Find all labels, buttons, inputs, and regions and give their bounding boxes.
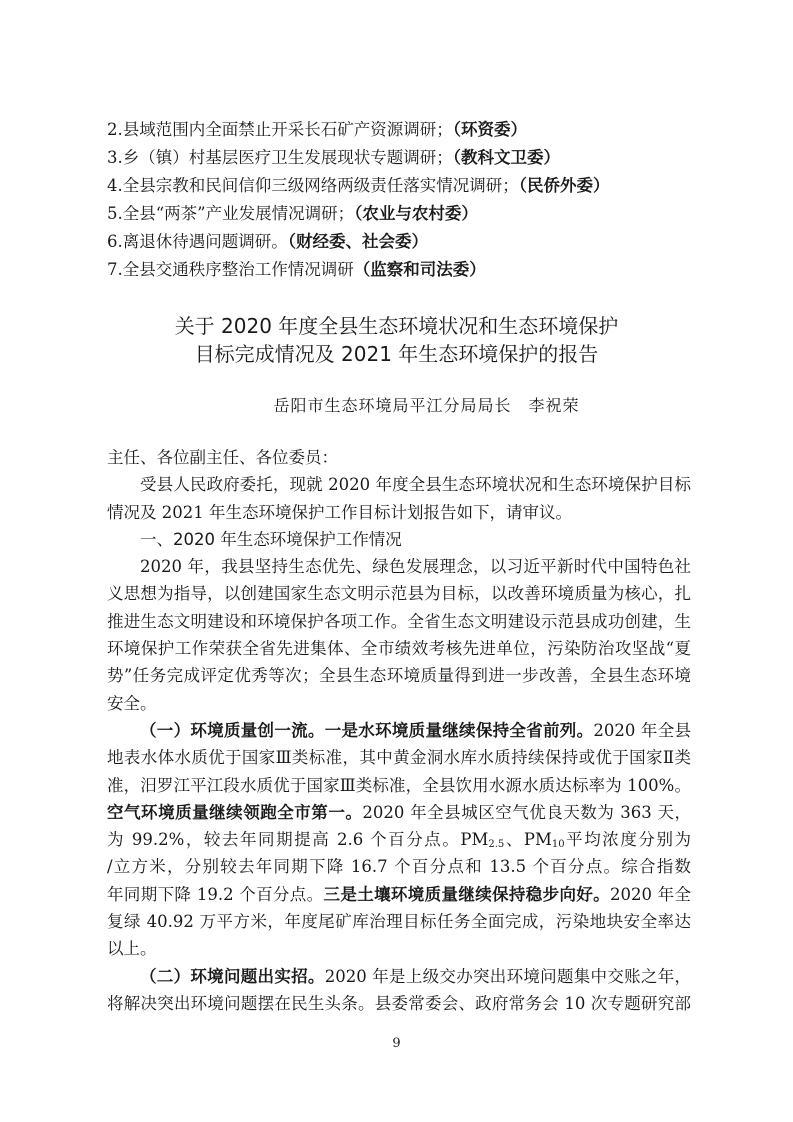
text: 2020 年全 [610,884,691,904]
subscript-text: 2.5 [488,839,505,851]
text: 4.全县宗教和民间信仰三级网络两级责任落实情况调研； [107,176,519,195]
text: 3.乡（镇）村基层医疗卫生发展现状专题调研； [107,148,453,167]
text: 准，汨罗江平江段水质优于国家Ⅲ类标准，全县饮用水源水质达标率为 100%。 [107,775,691,795]
list-item [107,256,691,284]
text: 复绿 40.92 万平方米，年度尾矿库治理目标任务全面完成，污染地块安全率达 [107,912,691,932]
research-topic-list [107,116,691,284]
paragraph-line [107,799,691,826]
paragraph-line [107,553,691,580]
text: 6.离退休待遇问题调研。 [107,232,288,251]
text: 5.全县“两茶”产业发展情况调研； [107,204,355,223]
bold-text: （一）环境质量创一流。一是水环境质量继续保持全省前列。 [140,720,594,740]
report-body [107,444,691,1017]
paragraph-line [107,526,691,553]
bold-text: （财经委、社会委） [287,232,428,251]
text: 推进生态文明建设和环境保护各项工作。全省生态文明建设示范县成功创建，生 [107,611,691,631]
text: 2020 年全县 [593,720,691,740]
paragraph-line [107,935,691,962]
report-author: 岳阳市生态环境局平江分局局长 李祝荣 [273,396,580,415]
bold-text: （民侨外委） [518,176,610,195]
text: 、PM [504,830,552,850]
text: 地表水体水质优于国家Ⅲ类标准，其中黄金洞水库水质持续保持或优于国家Ⅱ类 [107,748,691,768]
report-title-line: 关于 2020 年度全县生态环境状况和生态环境保护 [174,314,619,338]
paragraph-line [107,635,691,662]
paragraph-line [107,690,691,717]
paragraph-line [107,908,691,935]
text: /立方米，分别较去年同期下降 16.7 个百分点和 13.5 个百分点。综合指数 [107,857,691,877]
paragraph-line [107,744,691,771]
list-item [107,200,691,228]
text: 2020 年，我县坚持生态优先、绿色发展理念，以习近平新时代中国特色社 [140,557,691,577]
bold-text: （二）环境问题出实招。 [140,966,325,986]
list-item [107,172,691,200]
text: 2.县域范围内全面禁止开采长石矿产资源调研； [107,120,453,139]
text: 7.全县交通秩序整治工作情况调研 [107,260,354,279]
list-item [107,228,691,256]
page-number: 9 [392,1036,401,1051]
text: 将解决突出环境问题摆在民生头条。县委常委会、政府常务会 10 次专题研究部 [107,993,691,1013]
text: 平均浓度分别为 [564,830,691,850]
report-title-line: 目标完成情况及 2021 年生态环境保护的报告 [194,342,599,366]
text: 环境保护工作荣获全省先进集体、全市绩效考核先进单位，污染防治攻坚战“夏 [107,639,691,659]
bold-text: （监察和司法委） [353,260,486,279]
text: 年同期下降 19.2 个百分点。 [107,884,324,904]
paragraph-line [107,772,691,799]
paragraph-line [107,881,691,908]
paragraph-line [107,662,691,689]
report-title [0,312,793,368]
text: 势”任务完成评定优秀等次；全县生态环境质量得到进一步改善，全县生态环境 [107,666,691,686]
list-item [107,116,691,144]
paragraph-line [107,990,691,1017]
paragraph-line [107,853,691,880]
paragraph-line [107,499,691,526]
paragraph-line [107,717,691,744]
paragraph-line [107,471,691,498]
text: 义思想为指导，以创建国家生态文明示范县为目标，以改善环境质量为核心，扎 [107,584,691,604]
paragraph-line [107,963,691,990]
bold-text: （环资委） [452,120,527,139]
bold-text: （农业与农村委） [354,204,478,223]
text: 主任、各位副主任、各位委员： [107,448,338,467]
paragraph-line [107,608,691,635]
subscript-text: 10 [551,839,565,851]
text: 受县人民政府委托，现就 2020 年度全县生态环境状况和生态环境保护目标 [140,475,691,495]
paragraph-line [107,826,691,853]
text: 以上。 [107,939,157,959]
text: 为 99.2%，较去年同期提高 2.6 个百分点。PM [107,830,489,850]
bold-text: 三是土壤环境质量继续保持稳步向好。 [323,884,611,904]
bold-text: 空气环境质量继续领跑全市第一。 [107,802,363,822]
paragraph-line [107,444,691,471]
text: 情况及 2021 年生态环境保护工作目标计划报告如下，请审议。 [107,502,572,522]
text: 安全。 [107,693,157,713]
bold-text: （教科文卫委） [452,148,560,167]
text: 一、2020 年生态环境保护工作情况 [140,529,402,549]
paragraph-line [107,580,691,607]
text: 2020 年是上级交办突出环境问题集中交账之年， [324,966,691,986]
text: 2020 年全县城区空气优良天数为 363 天， [362,802,691,822]
list-item [107,144,691,172]
